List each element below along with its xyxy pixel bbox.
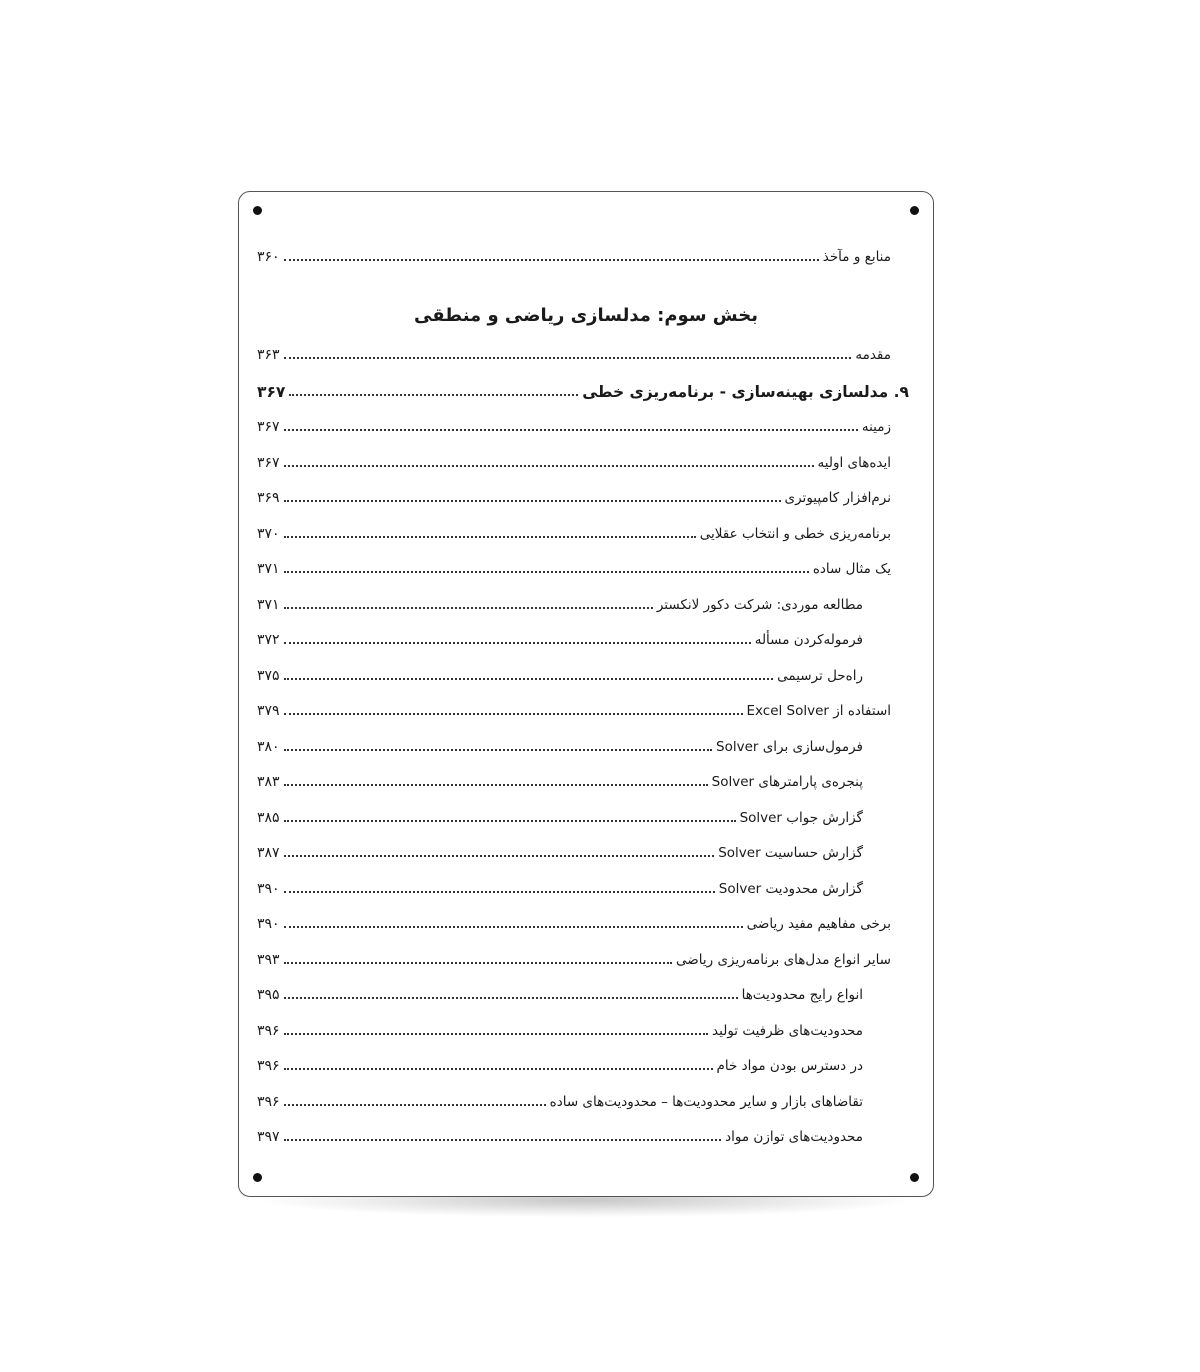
dot-leader	[284, 997, 738, 999]
toc-entry-title: یک مثال ساده	[812, 561, 891, 577]
toc-entry-title: تقاضاهای بازار و سایر محدودیت‌ها – محدودیت‌های ساده	[549, 1094, 863, 1110]
dot-leader	[284, 1104, 546, 1106]
toc-page-number: ۳۹۰	[257, 916, 280, 932]
toc-entry-title: گزارش حساسیت Solver	[718, 845, 863, 861]
toc-entry-title: پنجره‌ی پارامترهای Solver	[711, 774, 863, 790]
toc-page-number: ۳۷۱	[257, 597, 280, 613]
toc-entry	[257, 481, 891, 507]
toc-chapter-entry	[257, 375, 909, 401]
toc-page-number: ۳۶۹	[257, 490, 280, 506]
dot-leader	[284, 962, 672, 964]
toc-page-number: ۳۷۱	[257, 561, 280, 577]
toc-subentry	[257, 872, 863, 898]
toc-subentry	[257, 801, 863, 827]
toc-entry-title: فرموله‌کردن مسأله	[754, 632, 863, 648]
toc-entry-title: فرمول‌سازی برای Solver	[716, 739, 863, 755]
toc-subentry	[257, 1014, 863, 1040]
toc-entry-title: مقدمه	[855, 347, 891, 363]
dot-leader	[284, 357, 852, 359]
toc-entry-title: استفاده از Excel Solver	[746, 703, 891, 719]
section-heading: بخش سوم: مدلسازی ریاضی و منطقی	[414, 305, 758, 326]
dot-leader	[284, 465, 814, 467]
toc-page-number: ۳۶۷	[257, 455, 280, 471]
toc-entry-title: مطالعه موردی: شرکت دکور لانکستر	[656, 597, 863, 613]
toc-entry	[257, 517, 891, 543]
punch-hole-icon	[910, 1173, 919, 1182]
toc-subentry	[257, 1120, 863, 1146]
punch-hole-icon	[253, 1173, 262, 1182]
dot-leader	[284, 1139, 722, 1141]
toc-entry-title: زمینه	[861, 419, 891, 435]
toc-subentry	[257, 978, 863, 1004]
toc-entry-title: راه‌حل ترسیمی	[777, 668, 863, 684]
dot-leader	[284, 855, 715, 857]
toc-entry-title: در دسترس بودن مواد خام	[716, 1058, 863, 1074]
toc-entry	[257, 552, 891, 578]
toc-entry-title: برخی مفاهیم مفید ریاضی	[746, 916, 891, 932]
dot-leader	[289, 394, 578, 396]
dot-leader	[284, 1068, 713, 1070]
toc-page-card	[238, 191, 934, 1197]
toc-entry-title: محدودیت‌های ظرفیت تولید	[712, 1023, 863, 1039]
dot-leader	[284, 642, 751, 644]
toc-page-number: ۳۸۷	[257, 845, 280, 861]
toc-page-number: ۳۷۵	[257, 668, 280, 684]
toc-page-number: ۳۹۰	[257, 881, 280, 897]
toc-subentry	[257, 1085, 863, 1111]
toc-entry-title: منابع و مآخذ	[822, 249, 891, 265]
toc-entry-title: گزارش محدودیت Solver	[718, 881, 863, 897]
toc-entry-references	[257, 240, 891, 266]
toc-page-number: ۳۶۷	[257, 419, 280, 435]
toc-entry-title: برنامه‌ریزی خطی و انتخاب عقلایی	[699, 526, 891, 542]
toc-subentry	[257, 765, 863, 791]
chapter-title: ۹. مدلسازی بهینه‌سازی - برنامه‌ریزی خطی	[582, 383, 909, 401]
toc-entry	[257, 907, 891, 933]
toc-page-number: ۳۹۳	[257, 952, 280, 968]
toc-entry	[257, 694, 891, 720]
toc-entry-title: گزارش جواب Solver	[739, 810, 863, 826]
dot-leader	[284, 820, 736, 822]
toc-page-number: ۳۸۰	[257, 739, 280, 755]
dot-leader	[284, 259, 819, 261]
dot-leader	[284, 891, 715, 893]
toc-page-number: ۳۹۵	[257, 987, 280, 1003]
toc-page-number: ۳۹۶	[257, 1094, 280, 1110]
toc-entry	[257, 446, 891, 472]
toc-page-number: ۳۹۶	[257, 1058, 280, 1074]
toc-entry	[257, 338, 891, 364]
dot-leader	[284, 536, 696, 538]
toc-page-number: ۳۸۳	[257, 774, 280, 790]
dot-leader	[284, 429, 858, 431]
toc-page-number: ۳۷۲	[257, 632, 280, 648]
punch-hole-icon	[910, 206, 919, 215]
toc-page-number: ۳۹۷	[257, 1129, 280, 1145]
toc-entry-title: محدودیت‌های توازن مواد	[725, 1129, 863, 1145]
toc-page-number: ۳۷۹	[257, 703, 280, 719]
toc-subentry	[257, 836, 863, 862]
dot-leader	[284, 749, 712, 751]
toc-entry	[257, 943, 891, 969]
toc-entry-title: انواع رایج محدودیت‌ها	[741, 987, 863, 1003]
toc-page-number: ۳۹۶	[257, 1023, 280, 1039]
toc-page-number: ۳۶۷	[257, 383, 286, 401]
toc-page-number: ۳۶۳	[257, 347, 280, 363]
dot-leader	[284, 607, 653, 609]
dot-leader	[284, 713, 743, 715]
toc-entry-title: ایده‌های اولیه	[817, 455, 891, 471]
dot-leader	[284, 1033, 708, 1035]
dot-leader	[284, 678, 774, 680]
toc-page-number: ۳۷۰	[257, 526, 280, 542]
toc-subentry	[257, 623, 863, 649]
toc-page-number: ۳۶۰	[257, 249, 280, 265]
toc-page-number: ۳۸۵	[257, 810, 280, 826]
toc-entry-title: نرم‌افزار کامپیوتری	[784, 490, 891, 506]
dot-leader	[284, 926, 743, 928]
toc-entry	[257, 410, 891, 436]
toc-entry-title: سایر انواع مدل‌های برنامه‌ریزی ریاضی	[676, 952, 891, 968]
dot-leader	[284, 784, 708, 786]
toc-subentry	[257, 730, 863, 756]
toc-subentry	[257, 1049, 863, 1075]
dot-leader	[284, 500, 781, 502]
toc-subentry	[257, 588, 863, 614]
dot-leader	[284, 571, 809, 573]
toc-subentry	[257, 659, 863, 685]
punch-hole-icon	[253, 206, 262, 215]
